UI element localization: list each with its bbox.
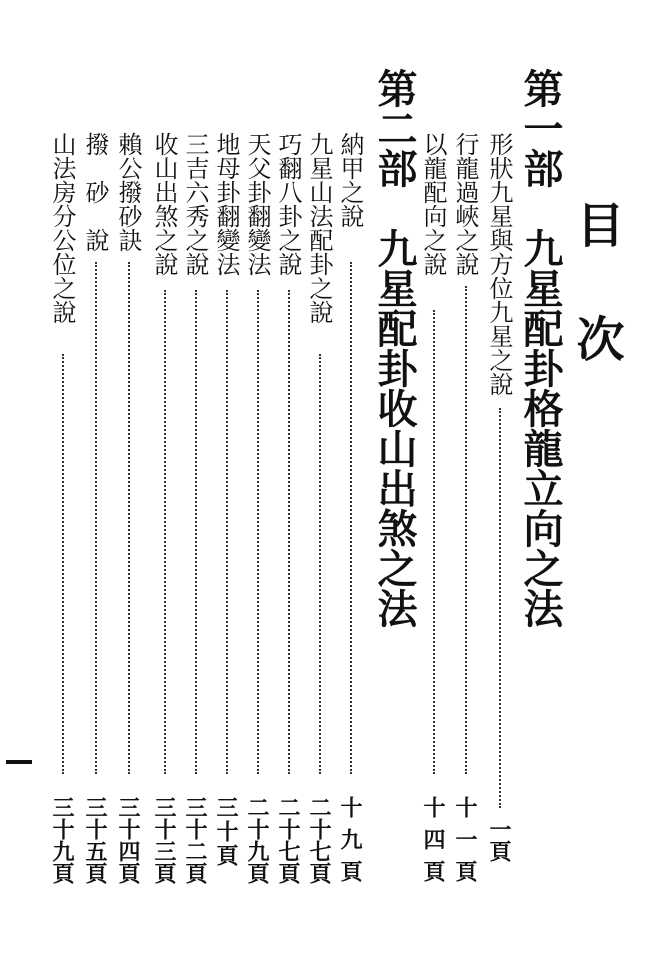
leader-dots [350, 262, 352, 774]
leader-dots [226, 290, 228, 774]
toc-entry-7: 天父卦翻變法 [243, 132, 271, 276]
page-number-8: 三十頁 [213, 796, 239, 868]
toc-entry-13: 山法房分公位之說 [48, 132, 76, 324]
page-number-5: 二十七頁 [306, 796, 332, 884]
part-1-heading: 第一部 九星配卦格龍立向之法 [517, 68, 564, 628]
leader-dots [499, 408, 501, 808]
page-number-12: 三十五頁 [82, 796, 108, 884]
leader-dots [195, 290, 197, 774]
toc-entry-1: 形狀九星與方位九星之說 [485, 132, 513, 396]
page-number-3: 十四頁 [420, 796, 446, 892]
page-number-4: 十九頁 [337, 796, 363, 892]
page-number-1: 一頁 [486, 818, 512, 862]
toc-entry-11: 賴公撥砂訣 [114, 132, 142, 252]
toc-entry-8: 地母卦翻變法 [212, 132, 240, 276]
leader-dots [288, 290, 290, 774]
leader-dots [62, 354, 64, 774]
leader-dots [257, 290, 259, 774]
page-number-6: 二十七頁 [275, 796, 301, 884]
page-number-10: 三十三頁 [151, 796, 177, 884]
toc-entry-3: 以龍配向之說 [419, 132, 447, 276]
leader-dots [319, 354, 321, 774]
part-2-heading: 第二部 九星配卦收山出煞之法 [371, 68, 418, 628]
toc-entry-5: 九星山法配卦之說 [305, 132, 333, 324]
page-number-13: 三十九頁 [49, 796, 75, 884]
toc-entry-6: 巧翻八卦之說 [274, 132, 302, 276]
toc-entry-2: 行龍過峽之說 [451, 132, 479, 276]
toc-entry-10: 收山出煞之說 [150, 132, 178, 276]
toc-entry-12: 撥 砂 說 [81, 132, 109, 252]
leader-dots [128, 262, 130, 774]
edge-mark [6, 760, 32, 764]
toc-entry-9: 三吉六秀之說 [181, 132, 209, 276]
page-number-7: 二十九頁 [244, 796, 270, 884]
toc-title-char-2: 次 [568, 314, 624, 362]
leader-dots [465, 286, 467, 774]
page-number-9: 三十二頁 [182, 796, 208, 884]
toc-title-char-1: 目 [568, 200, 624, 248]
page-number-11: 三十四頁 [115, 796, 141, 884]
page-number-2: 十一頁 [452, 796, 478, 892]
toc-entry-4: 納甲之說 [336, 132, 364, 228]
leader-dots [433, 310, 435, 774]
leader-dots [95, 262, 97, 774]
leader-dots [164, 290, 166, 774]
